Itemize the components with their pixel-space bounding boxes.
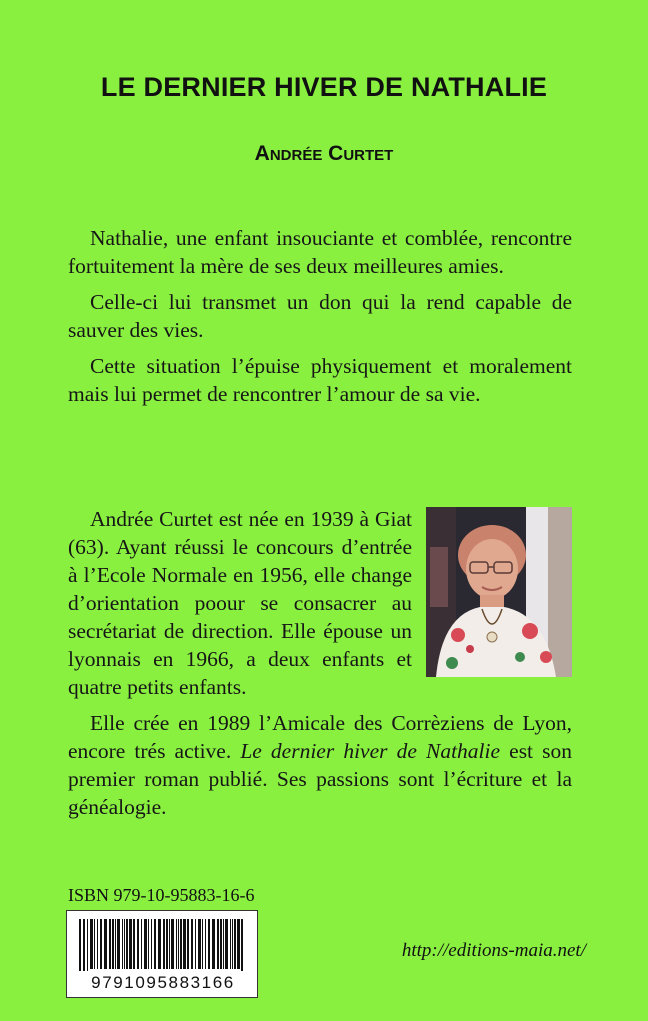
barcode-bar — [83, 919, 85, 971]
author-biography — [68, 505, 572, 829]
barcode-bar — [124, 919, 125, 969]
bio-paragraph-2-start: Elle crée en 1989 l’Amicale des Corrèziens de Lyon, encore trés active. — [68, 711, 572, 763]
bio-paragraph-2-end: est son premier roman publié. Ses passions sont l’écriture et la généalogie. — [68, 739, 572, 819]
summary-paragraph-1: Nathalie, une enfant insouciante et comblée, rencontre fortuitement la mère de ses deux meilleures amies. — [68, 226, 572, 278]
barcode-bar — [158, 919, 161, 969]
barcode-bar — [198, 919, 201, 969]
barcode-bar — [191, 919, 193, 969]
barcode-bar — [97, 919, 98, 969]
barcode-bar — [212, 919, 215, 969]
summary-paragraph-2: Celle-ci lui transmet un don qui la rend capable de sauver des vies. — [68, 290, 572, 342]
barcode-bar — [232, 919, 233, 969]
author-portrait-photo — [426, 507, 572, 677]
barcode-bar — [166, 919, 168, 969]
barcode-digits: 9791095883166 — [91, 973, 235, 992]
author-name: Andrée Curtet — [254, 142, 394, 165]
barcode-bar — [154, 919, 156, 969]
barcode-bar — [217, 919, 219, 969]
barcode-bar — [223, 919, 224, 969]
barcode-bar — [195, 919, 196, 969]
barcode-bar — [163, 919, 165, 969]
barcode-bar — [237, 919, 240, 969]
barcode-bars-icon — [79, 919, 247, 971]
barcode-bar — [122, 919, 123, 969]
barcode-bar — [180, 919, 182, 969]
barcode-bar — [241, 919, 243, 971]
barcode-bar — [205, 919, 206, 969]
book-title: LE DERNIER HIVER DE NATHALIE — [100, 72, 548, 102]
barcode-bar — [137, 919, 139, 969]
bio-paragraph-2 — [68, 709, 572, 821]
barcode-bar — [104, 919, 107, 969]
barcode-bar — [141, 919, 142, 969]
barcode-bar — [225, 919, 228, 969]
barcode-bar — [230, 919, 231, 969]
publisher-website: http://editions-maia.net/ — [401, 940, 586, 961]
barcode-bar — [148, 919, 149, 969]
summary-paragraph-3: Cette situation l’épuise physiquement et moralement mais lui permet de rencontrer l’amour de sa vie. — [68, 354, 572, 406]
barcode-bar — [109, 919, 111, 969]
bio-paragraph-1: Andrée Curtet est née en 1939 à Giat (63). Ayant réussi le concours d’entrée à l’Ecole Normale en 1956, elle change d’orientation poour se consacrer au secrétariat de direction. Elle épouse un lyonnais en 1966, a deux enfants et quatre petits enfants. — [68, 507, 412, 699]
isbn-number: ISBN 979-10-95883-16-6 — [68, 885, 255, 905]
barcode-bar — [115, 919, 116, 969]
barcode-bar — [171, 919, 174, 969]
barcode-bar — [129, 919, 132, 969]
barcode-bar — [79, 919, 81, 971]
barcode-bar — [94, 919, 95, 969]
barcode-bar — [151, 919, 152, 969]
barcode-bar — [100, 919, 102, 969]
barcode-bar — [202, 919, 203, 969]
barcode-bar — [117, 919, 120, 969]
barcode-bar — [112, 919, 114, 969]
barcode-bar — [234, 919, 236, 969]
barcode-bar — [133, 919, 135, 969]
book-summary — [68, 224, 572, 416]
barcode-bar — [144, 919, 147, 969]
isbn-barcode — [66, 910, 258, 998]
barcode-bar — [187, 919, 189, 969]
barcode-bar — [178, 919, 179, 969]
barcode-bar — [220, 919, 222, 969]
book-title-italic: Le dernier hiver de Nathalie — [240, 739, 501, 763]
barcode-bar — [87, 919, 88, 971]
barcode-bar — [169, 919, 170, 969]
barcode-bar — [90, 919, 93, 969]
barcode-bar — [208, 919, 210, 969]
barcode-bar — [126, 919, 128, 969]
barcode-bar — [176, 919, 177, 969]
barcode-bar — [183, 919, 186, 969]
